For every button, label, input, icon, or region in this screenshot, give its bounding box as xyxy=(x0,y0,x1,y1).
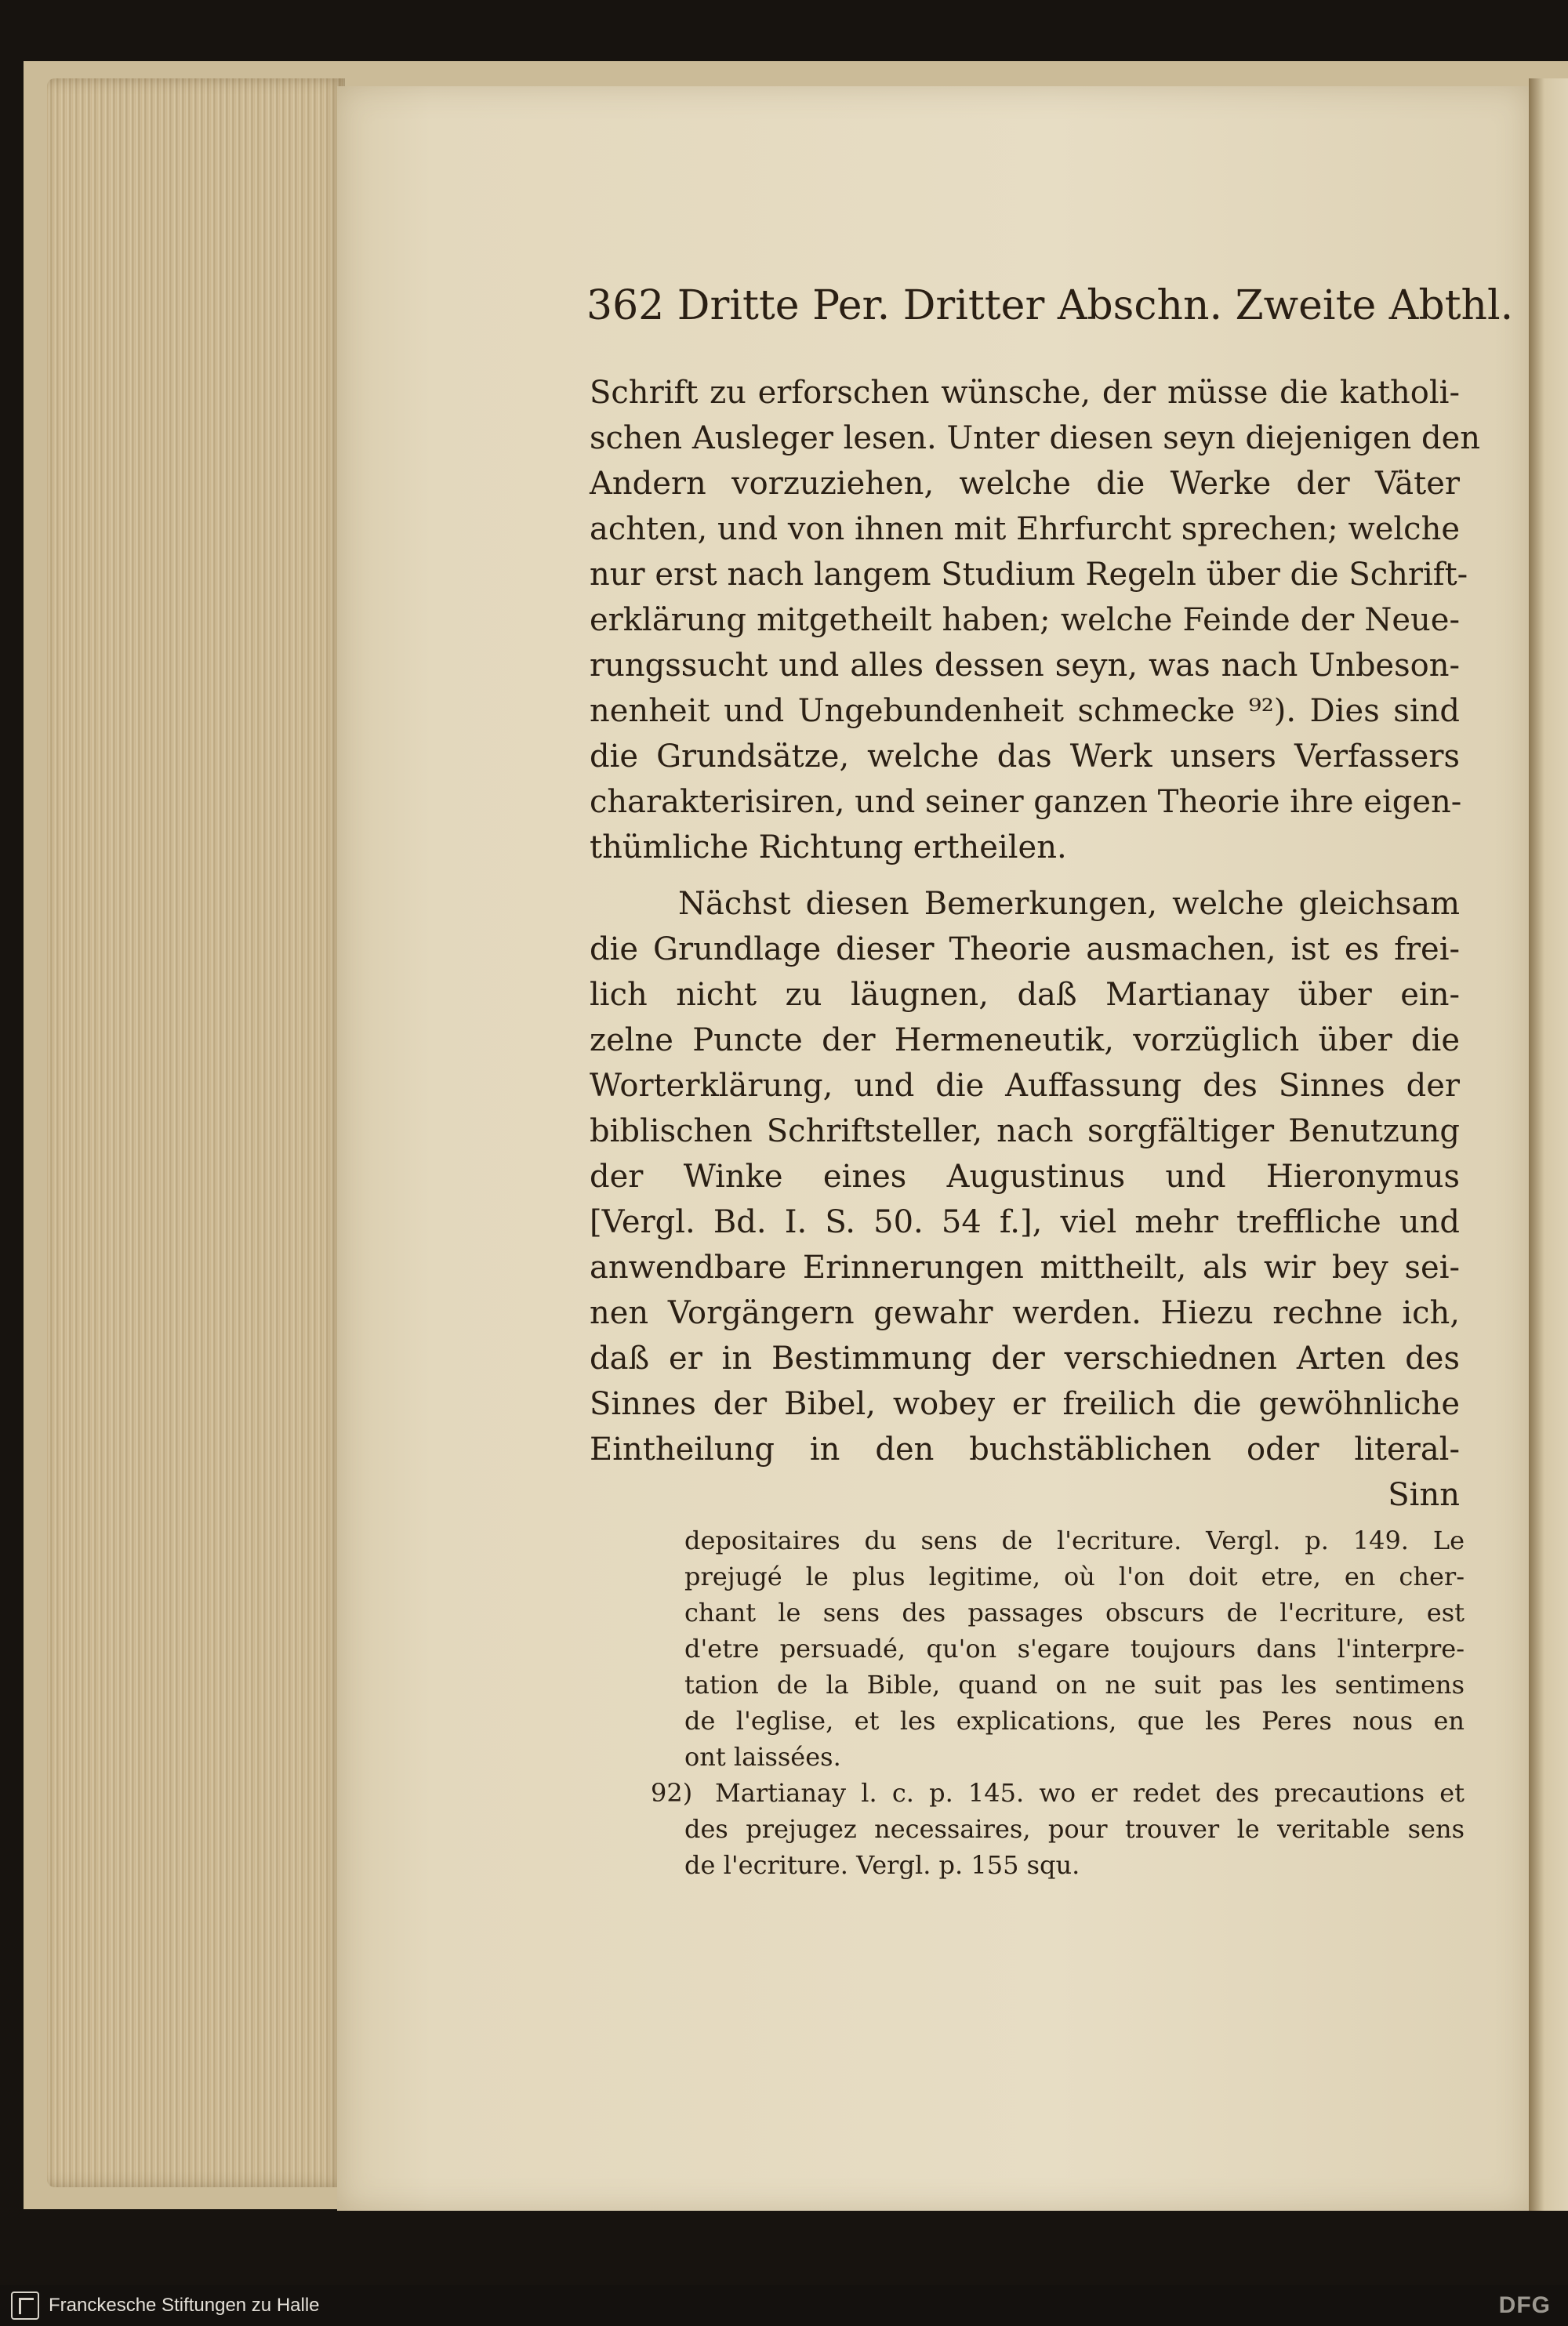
body-line: rungssucht und alles dessen seyn, was nach Unbeson- xyxy=(590,648,1460,684)
footnote-line: ont laissées. xyxy=(684,1742,841,1772)
body-line: lich nicht zu läugnen, daß Martianay über ein- xyxy=(590,977,1460,1013)
catchword: Sinn xyxy=(1388,1477,1460,1513)
body-line: charakterisiren, und seiner ganzen Theorie ihre eigen- xyxy=(590,784,1462,820)
body-line: biblischen Schriftsteller, nach sorgfältiger Benutzung xyxy=(590,1113,1460,1149)
body-line: schen Ausleger lesen. Unter diesen seyn diejenigen den xyxy=(590,420,1481,456)
body-line: nen Vorgängern gewahr werden. Hiezu rechne ich, xyxy=(590,1295,1460,1331)
body-line: nur erst nach langem Studium Regeln über die Schrift- xyxy=(590,557,1468,593)
footnote-line: Martianay l. c. p. 145. wo er redet des precautions et xyxy=(715,1778,1465,1808)
right-page-edge xyxy=(1529,78,1568,2211)
body-line: nenheit und Ungebundenheit schmecke ⁹²). Dies sind xyxy=(590,693,1460,729)
body-line: Sinnes der Bibel, wobey er freilich die gewöhnliche xyxy=(590,1386,1460,1422)
footnote-line: depositaires du sens de l'ecriture. Vergl. p. 149. Le xyxy=(684,1526,1465,1555)
footnote-line: de l'eglise, et les explications, que les Peres nous en xyxy=(684,1706,1465,1736)
body-line: die Grundsätze, welche das Werk unsers Verfassers xyxy=(590,738,1460,775)
body-line: Nächst diesen Bemerkungen, welche gleichsam xyxy=(678,886,1460,922)
body-line: erklärung mitgetheilt haben; welche Feinde der Neue- xyxy=(590,602,1460,638)
body-line: zelne Puncte der Hermeneutik, vorzüglich über die xyxy=(590,1022,1460,1058)
institution-logo-icon xyxy=(11,2292,39,2320)
footnote-line: prejugé le plus legitime, où l'on doit etre, en cher- xyxy=(684,1562,1465,1591)
footnote-line: d'etre persuadé, qu'on s'egare toujours dans l'interpre- xyxy=(684,1634,1465,1664)
body-line: Eintheilung in den buchstäblichen oder literal- xyxy=(590,1432,1460,1468)
body-line: Schrift zu erforschen wünsche, der müsse die katholi- xyxy=(590,375,1460,411)
running-head-title: Dritte Per. Dritter Abschn. Zweite Abthl. xyxy=(677,282,1514,329)
page-edges-stack xyxy=(47,78,345,2187)
footnote-line: de l'ecriture. Vergl. p. 155 squ. xyxy=(684,1850,1080,1880)
body-line: der Winke eines Augustinus und Hieronymus xyxy=(590,1159,1460,1195)
running-header xyxy=(586,274,1514,337)
institution-name: Franckesche Stiftungen zu Halle xyxy=(49,2295,320,2316)
body-line: achten, und von ihnen mit Ehrfurcht sprechen; welche xyxy=(590,511,1460,547)
footnote-line: chant le sens des passages obscurs de l'ecriture, est xyxy=(684,1598,1465,1627)
footnote-line: des prejugez necessaires, pour trouver le veritable sens xyxy=(684,1814,1465,1844)
funder-logo: DFG xyxy=(1498,2292,1551,2318)
body-line: [Vergl. Bd. I. S. 50. 54 f.], viel mehr treffliche und xyxy=(590,1204,1460,1240)
footnote-92-marker: 92) xyxy=(651,1778,693,1808)
body-line: Worterklärung, und die Auffassung des Sinnes der xyxy=(590,1068,1460,1104)
body-line: anwendbare Erinnerungen mittheilt, als wir bey sei- xyxy=(590,1250,1460,1286)
body-line: die Grundlage dieser Theorie ausmachen, ist es frei- xyxy=(590,931,1460,967)
page-number: 362 xyxy=(586,282,665,329)
footnote-line: tation de la Bible, quand on ne suit pas les sentimens xyxy=(684,1670,1465,1700)
body-line: Andern vorzuziehen, welche die Werke der Väter xyxy=(590,466,1460,502)
body-line: thümliche Richtung ertheilen. xyxy=(590,829,1067,865)
body-line: daß er in Bestimmung der verschiednen Arten des xyxy=(590,1341,1460,1377)
